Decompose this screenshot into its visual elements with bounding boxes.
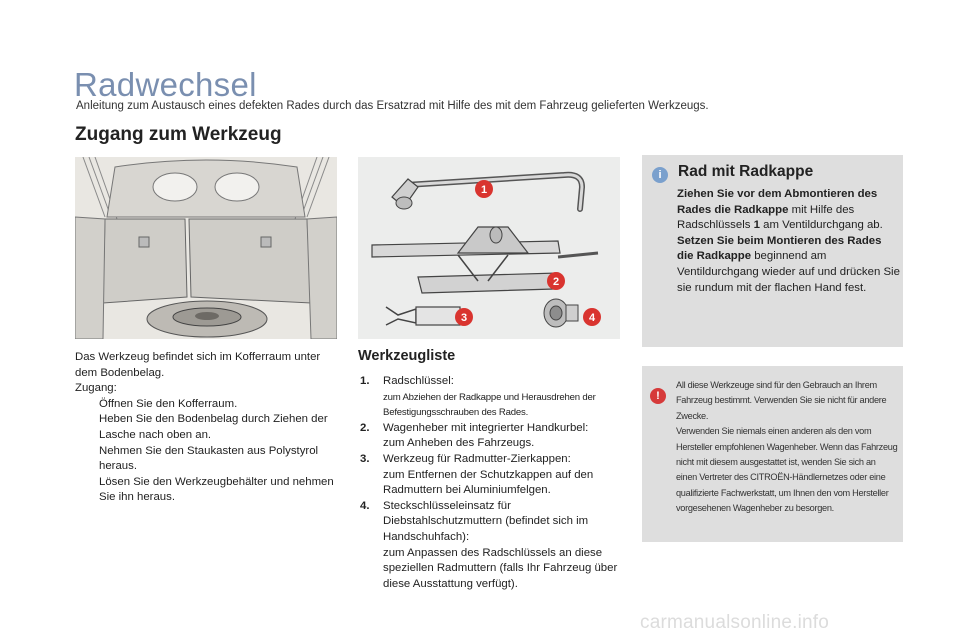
list-item — [358, 421, 624, 452]
tool-badge: 3 — [460, 312, 468, 324]
intro-label: Zugang: — [75, 382, 117, 395]
tool-badge: 2 — [552, 276, 560, 288]
tool-badge: 1 — [480, 184, 488, 196]
section-title: Zugang zum Werkzeug — [75, 124, 282, 145]
trunk-drawing — [75, 157, 337, 339]
list-item: Öffnen Sie den Kofferraum. — [99, 397, 238, 410]
info-icon: i — [652, 167, 668, 183]
tool-desc: zum Entfernen der Schutzkappen auf den Radmuttern bei Aluminiumfelgen. — [383, 468, 594, 497]
warning-paragraph: Verwenden Sie niemals einen anderen als den vom Hersteller empfohlenen Wagenheber. Wenn das Fahrzeug nicht mit diesem ausgestattet ist, wenden Sie sich an einen Vertreter des CITROËN-Händlernetzes oder eine qualifizierte Fachwerkstatt, um Ihnen den vom Hersteller vorgesehenen Wagenheber zu besorgen. — [676, 426, 898, 514]
warning-body — [676, 378, 898, 517]
list-item: Heben Sie den Bodenbelag durch Ziehen der Lasche nach oben an. — [99, 413, 328, 441]
list-item — [358, 374, 624, 421]
warning-box — [642, 366, 903, 542]
info-box — [642, 155, 903, 347]
info-title: Rad mit Radkappe — [678, 163, 814, 180]
list-item: Nehmen Sie den Staukasten aus Polystyrol heraus. — [99, 444, 319, 473]
intro-text — [75, 350, 337, 506]
tool-name: Steckschlüsseleinsatz für Diebstahlschutzmuttern (befindet sich im Handschuhfach): — [383, 499, 589, 543]
step-list — [75, 397, 337, 506]
watermark: carmanualsonline.info — [640, 612, 830, 633]
item-number: 3. — [360, 452, 370, 465]
tools-illustration — [358, 157, 620, 339]
info-body: Ziehen Sie vor dem Abmontieren des Rades die Radkappe mit Hilfe des Radschlüssels 1 am Ventildurchgang ab. Setzen Sie beim Montieren des Rades die Radkappe beginnend am Ventildurchgang wieder auf und drücken Sie sie rundum mit der flachen Hand fest. — [677, 188, 900, 294]
item-number: 1. — [360, 375, 370, 387]
tool-desc: zum Anheben des Fahrzeugs. — [383, 437, 535, 450]
tool-name: Wagenheber mit integrierter Handkurbel: — [383, 421, 589, 434]
trunk-illustration — [75, 157, 337, 339]
tool-badge: 4 — [588, 312, 596, 324]
tool-desc: zum Anpassen des Radschlüssels an diese speziellen Radmuttern (falls Ihr Fahrzeug über diese Ausstattung verfügt). — [383, 546, 618, 590]
item-number: 2. — [360, 421, 370, 434]
list-item — [358, 499, 624, 593]
item-number: 4. — [360, 499, 370, 512]
tool-list-title: Werkzeugliste — [358, 348, 456, 364]
warning-paragraph: All diese Werkzeuge sind für den Gebrauch an Ihrem Fahrzeug bestimmt. Verwenden Sie sie nicht für andere Zwecke. — [676, 380, 887, 421]
list-item — [358, 452, 624, 499]
tool-list — [358, 374, 624, 592]
page-subtitle: Anleitung zum Austausch eines defekten Rades durch das Ersatzrad mit Hilfe des mit dem Fahrzeug gelieferten Werkzeugs. — [76, 100, 709, 112]
tool-name: Radschlüssel: — [383, 375, 454, 387]
tools-drawing — [358, 157, 620, 339]
tool-desc: zum Abziehen der Radkappe und Herausdrehen der Befestigungsschrauben des Rades. — [383, 391, 596, 419]
page-title: Radwechsel — [74, 66, 257, 103]
intro-paragraph: Das Werkzeug befindet sich im Kofferraum unter dem Bodenbelag. — [75, 351, 321, 379]
list-item: Lösen Sie den Werkzeugbehälter und nehmen Sie ihn heraus. — [99, 475, 334, 504]
warning-icon: ! — [650, 388, 666, 404]
tool-name: Werkzeug für Radmutter-Zierkappen: — [383, 452, 571, 465]
